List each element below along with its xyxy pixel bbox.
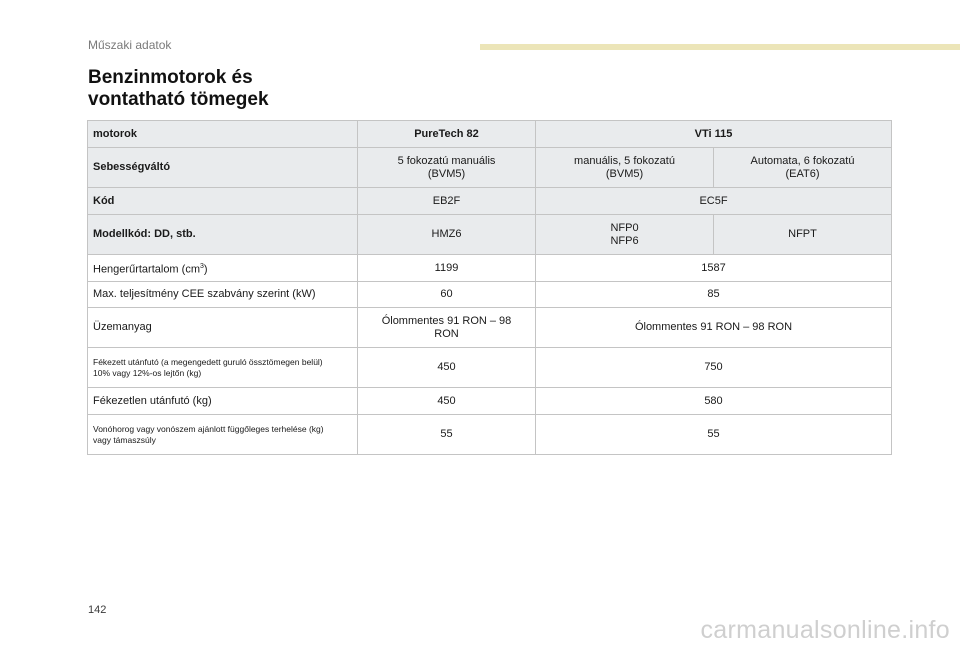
fuel-vti: Ólommentes 91 RON – 98 RON — [536, 308, 892, 348]
displacement-label-end: ) — [203, 263, 208, 276]
page-title: Benzinmotorok és vontatható tömegek — [88, 67, 269, 110]
fuel-label: Üzemanyag — [88, 308, 358, 348]
header-accent-bar — [480, 44, 960, 50]
power-puretech: 60 — [358, 282, 536, 308]
displacement-label — [88, 255, 358, 282]
unbraked-trailer-label: Fékezetlen utánfutó (kg) — [88, 388, 358, 415]
table-header-row — [88, 121, 892, 148]
unbraked-trailer-vti: 580 — [536, 388, 892, 415]
fuel-puretech: Ólommentes 91 RON – 98 RON — [358, 308, 536, 348]
unbraked-trailer-puretech: 450 — [358, 388, 536, 415]
gearbox-vti-manual: manuális, 5 fokozatú (BVM5) — [536, 148, 714, 188]
displacement-puretech: 1199 — [358, 255, 536, 282]
gearbox-vti-auto: Automata, 6 fokozatú (EAT6) — [714, 148, 892, 188]
braked-trailer-vti: 750 — [536, 348, 892, 388]
page-number: 142 — [88, 604, 107, 616]
model-code-label: Modellkód: DD, stb. — [88, 215, 358, 255]
towbar-load-puretech: 55 — [358, 415, 536, 455]
engine-header-puretech: PureTech 82 — [358, 121, 536, 148]
code-vti: EC5F — [536, 188, 892, 215]
code-label: Kód — [88, 188, 358, 215]
table-row — [88, 348, 892, 388]
displacement-label-text: Hengerűrtartalom (cm — [93, 263, 200, 276]
table-row — [88, 415, 892, 455]
displacement-vti: 1587 — [536, 255, 892, 282]
watermark: carmanualsonline.info — [700, 616, 950, 644]
displacement-label-sup: 3 — [199, 262, 204, 270]
braked-trailer-label: Fékezett utánfutó (a megengedett guruló össztömegen belül) 10% vagy 12%-os lejtőn (kg) — [88, 348, 358, 388]
towbar-load-label: Vonóhorog vagy vonószem ajánlott függőleges terhelése (kg) vagy támaszsúly — [88, 415, 358, 455]
table-row — [88, 388, 892, 415]
spec-table — [87, 120, 892, 455]
code-puretech: EB2F — [358, 188, 536, 215]
table-row — [88, 215, 892, 255]
engine-header-label: motorok — [88, 121, 358, 148]
towbar-load-vti: 55 — [536, 415, 892, 455]
model-code-vti-auto: NFPT — [714, 215, 892, 255]
model-code-vti-manual: NFP0 NFP6 — [536, 215, 714, 255]
braked-trailer-puretech: 450 — [358, 348, 536, 388]
model-code-puretech: HMZ6 — [358, 215, 536, 255]
section-label: Műszaki adatok — [88, 38, 172, 52]
table-row — [88, 148, 892, 188]
table-row — [88, 255, 892, 282]
power-label: Max. teljesítmény CEE szabvány szerint (kW) — [88, 282, 358, 308]
gearbox-label: Sebességváltó — [88, 148, 358, 188]
gearbox-puretech: 5 fokozatú manuális (BVM5) — [358, 148, 536, 188]
table-row — [88, 308, 892, 348]
table-row — [88, 282, 892, 308]
table-row — [88, 188, 892, 215]
engine-header-vti: VTi 115 — [536, 121, 892, 148]
power-vti: 85 — [536, 282, 892, 308]
